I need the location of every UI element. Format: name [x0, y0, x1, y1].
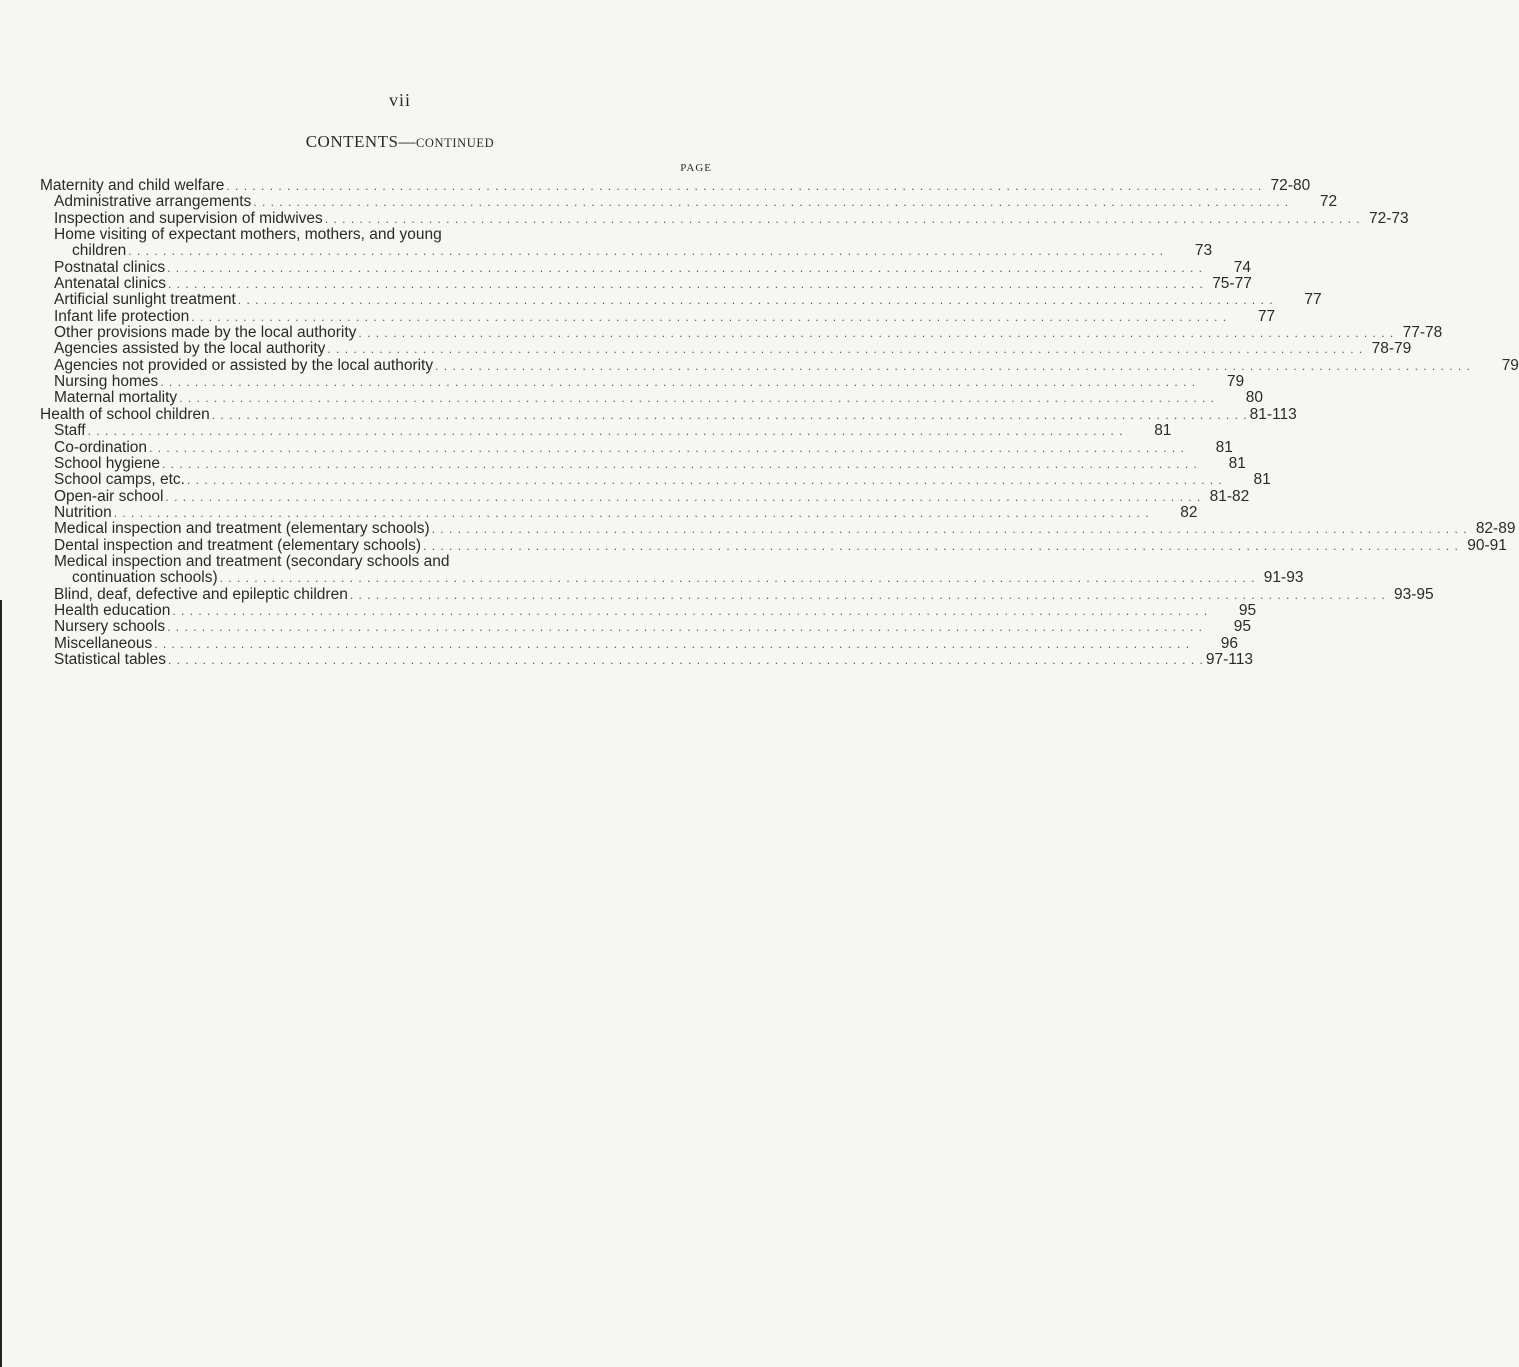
- toc-entry-title: Artificial sunlight treatment: [54, 291, 236, 309]
- toc-entry: [40, 340, 1412, 358]
- toc-entry-title: Statistical tables: [54, 650, 166, 668]
- dot-leader: . . . . . . . . . . . . . . . . . . . . . . . . . . . . . . . . . . . . . . . . . . . . . . . . . . . . . . . . . . . . . . . . . . . . . . . . . . . . . . . . . . . . . . . . . . . . . . . . . . . . . . . . . . . . . . . . . . . . . . . .: [435, 358, 1471, 373]
- toc-entry-title: Postnatal clinics: [54, 258, 166, 276]
- toc-entry: [40, 536, 1507, 554]
- toc-entry-title: Inspection and supervision of midwives: [54, 209, 323, 227]
- contents-heading: [0, 132, 800, 152]
- toc-entry: [40, 356, 1519, 374]
- toc-entry-page: 72: [1319, 193, 1338, 211]
- toc-entry-title: Agencies assisted by the local authority: [54, 340, 326, 358]
- toc-entry: [40, 258, 1251, 276]
- toc-entry: [40, 438, 1233, 456]
- toc-entry: [40, 389, 1264, 407]
- toc-entry-title: Nursing homes: [54, 373, 159, 391]
- dot-leader: . . . . . . . . . . . . . . . . . . . . . . . . . . . . . . . . . . . . . . . . . . . . . . . . . . . . . . . . . . . . . . . . . . . . . . . . . . . . . . . . . . . . . . . . . . . . . . . . . . . . . . . . . . . . . . . . . . . . . . . .: [154, 636, 1191, 651]
- toc-entry: [40, 177, 1311, 194]
- toc-entry-title: Maternity and child welfare: [40, 177, 225, 194]
- toc-entry-title: Dental inspection and treatment (elementary schools): [54, 536, 422, 554]
- toc-entry: [40, 373, 1245, 391]
- toc-entry-title: Open-air school: [54, 487, 164, 505]
- toc-entry: [40, 291, 1322, 309]
- toc-entry: [40, 275, 1252, 293]
- heading-main: CONTENTS—: [305, 132, 416, 151]
- toc-entry: [40, 634, 1239, 652]
- dot-leader: . . . . . . . . . . . . . . . . . . . . . . . . . . . . . . . . . . . . . . . . . . . . . . . . . . . . . . . . . . . . . . . . . . . . . . . . . . . . . . . . . . . . . . . . . . . . . . . . . . . . . . . . . . . . . . . . . . . . . . . .: [162, 456, 1198, 471]
- toc-entry-title: Co-ordination: [54, 438, 148, 456]
- toc-entry: [40, 193, 1338, 211]
- dot-leader: . . . . . . . . . . . . . . . . . . . . . . . . . . . . . . . . . . . . . . . . . . . . . . . . . . . . . . . . . . . . . . . . . . . . . . . . . . . . . . . . . . . . . . . . . . . . . . . . . . . . . . . . . . . . . . . . . . . . . . . .: [253, 195, 1290, 210]
- toc-entry: [40, 454, 1246, 472]
- dot-leader: . . . . . . . . . . . . . . . . . . . . . . . . . . . . . . . . . . . . . . . . . . . . . . . . . . . . . . . . . . . . . . . . . . . . . . . . . . . . . . . . . . . . . . . . . . . . . . . . . . . . . . . . . . . . . . . . . . . . . . . .: [87, 424, 1124, 439]
- toc-entry-title: Medical inspection and treatment (secondary schools and: [54, 552, 450, 570]
- dot-leader: . . . . . . . . . . . . . . . . . . . . . . . . . . . . . . . . . . . . . . . . . . . . . . . . . . . . . . . . . . . . . . . . . . . . . . . . . . . . . . . . . . . . . . . . . . . . . . . . . . . . . . . . . . . . . . . . . . . . . . . .: [165, 489, 1202, 504]
- dot-leader: . . . . . . . . . . . . . . . . . . . . . . . . . . . . . . . . . . . . . . . . . . . . . . . . . . . . . . . . . . . . . . . . . . . . . . . . . . . . . . . . . . . . . . . . . . . . . . . . . . . . . . . . . . . . . . . . . . . . . . . .: [327, 342, 1364, 357]
- dot-leader: . . . . . . . . . . . . . . . . . . . . . . . . . . . . . . . . . . . . . . . . . . . . . . . . . . . . . . . . . . . . . . . . . . . . . . . . . . . . . . . . . . . . . . . . . . . . . . . . . . . . . . . . . . . . . . . . . . . . . . . .: [113, 505, 1150, 520]
- toc-entry-title: Miscellaneous: [54, 634, 153, 652]
- dot-leader: . . . . . . . . . . . . . . . . . . . . . . . . . . . . . . . . . . . . . . . . . . . . . . . . . . . . . . . . . . . . . . . . . . . . . . . . . . . . . . . . . . . . . . . . . . . . . . . . . . . . . . . . . . . . . . . . . . . . . . . .: [358, 326, 1395, 341]
- toc-entry-title: Medical inspection and treatment (elementary schools): [54, 520, 430, 538]
- toc-entry-page: 81: [1154, 422, 1172, 440]
- toc-entry-page: 77: [1257, 307, 1276, 325]
- toc-entry-title: Health education: [54, 601, 171, 619]
- dot-leader: . . . . . . . . . . . . . . . . . . . . . . . . . . . . . . . . . . . . . . . . . . . . . . . . . . . . . . . . . . . . . . . . . . . . . . . . . . . . . . . . . . . . . . . . . . . . . . . . . . . . . . . . . . . . . . . . . . . . . . . .: [168, 652, 1204, 667]
- toc-entry-title: Nursery schools: [54, 618, 166, 636]
- toc-entry: [40, 227, 712, 243]
- toc-entry: [40, 487, 1250, 505]
- toc-entry: [40, 422, 1172, 440]
- toc-entry-page: 81: [1228, 454, 1246, 472]
- toc-list: [40, 177, 1519, 668]
- page-column-label: PAGE: [680, 162, 712, 174]
- dot-leader: . . . . . . . . . . . . . . . . . . . . . . . . . . . . . . . . . . . . . . . . . . . . . . . . . . . . . . . . . . . . . . . . . . . . . . . . . . . . . . . . . . . . . . . . . . . . . . . . . . . . . . . . . . . . . . . . . . . . . . . .: [431, 522, 1468, 537]
- dot-leader: . . . . . . . . . . . . . . . . . . . . . . . . . . . . . . . . . . . . . . . . . . . . . . . . . . . . . . . . . . . . . . . . . . . . . . . . . . . . . . . . . . . . . . . . . . . . . . . . . . . . . . . . . . . . . . . . . . . . . . . .: [172, 603, 1209, 618]
- toc-entry-title: Administrative arrangements: [54, 193, 252, 211]
- page-number: vii: [388, 90, 411, 110]
- toc-entry-page: 74: [1233, 258, 1251, 276]
- dot-leader: . . . . . . . . . . . . . . . . . . . . . . . . . . . . . . . . . . . . . . . . . . . . . . . . . . . . . . . . . . . . . . . . . . . . . . . . . . . . . . . . . . . . . . . . . . . . . . . . . . . . . . . . . . . . . . . . . . . . . . . .: [349, 587, 1386, 602]
- toc-entry-page: 95: [1233, 618, 1251, 636]
- toc-entry-title: Other provisions made by the local authority: [54, 324, 357, 342]
- toc-entry-page: 82-89: [1475, 520, 1516, 538]
- toc-entry-page: 95: [1238, 601, 1257, 619]
- toc-entry-page: 73: [1194, 242, 1213, 260]
- toc-entry: [40, 618, 1251, 636]
- toc-entry-page: 80: [1245, 389, 1264, 407]
- toc-entry-page: 97-113: [1205, 650, 1253, 668]
- toc-entry: [40, 554, 712, 570]
- dot-leader: . . . . . . . . . . . . . . . . . . . . . . . . . . . . . . . . . . . . . . . . . . . . . . . . . . . . . . . . . . . . . . . . . . . . . . . . . . . . . . . . . . . . . . . . . . . . . . . . . . . . . . . . . . . . . . . . . . . . . . . .: [423, 538, 1459, 553]
- toc-entry-title: Blind, deaf, defective and epileptic children: [54, 585, 348, 603]
- toc-entry-page: 79: [1501, 356, 1519, 374]
- toc-entry-page: 93-95: [1394, 585, 1434, 603]
- toc-entry-page: 81-82: [1209, 487, 1250, 505]
- toc-entry: [40, 405, 1297, 423]
- toc-entry: [40, 324, 1443, 342]
- toc-entry-page: 78-79: [1371, 340, 1412, 358]
- toc-entry-page: 82: [1180, 503, 1198, 521]
- dot-leader: . . . . . . . . . . . . . . . . . . . . . . . . . . . . . . . . . . . . . . . . . . . . . . . . . . . . . . . . . . . . . . . . . . . . . . . . . . . . . . . . . . . . . . . . . . . . . . . . . . . . . . . . . . . . . . . . . . . . . . . .: [128, 244, 1165, 259]
- toc-entry-title: School camps, etc.: [54, 471, 185, 489]
- toc-entry: [40, 307, 1276, 325]
- dot-leader: . . . . . . . . . . . . . . . . . . . . . . . . . . . . . . . . . . . . . . . . . . . . . . . . . . . . . . . . . . . . . . . . . . . . . . . . . . . . . . . . . . . . . . . . . . . . . . . . . . . . . . . . . . . . . . . . . . . . . . . .: [226, 179, 1263, 193]
- toc-entry-page: 77: [1304, 291, 1322, 309]
- toc-entry-page: 79: [1226, 373, 1245, 391]
- heading-continued: CONTINUED: [415, 136, 495, 150]
- toc-entry-page: 90-91: [1467, 536, 1507, 554]
- toc-entry-page: 81: [1253, 471, 1271, 489]
- toc-entry-title: Agencies not provided or assisted by the local authority: [54, 356, 434, 374]
- toc-entry: [40, 209, 1409, 227]
- toc-entry-page: 75-77: [1212, 275, 1252, 293]
- dot-leader: . . . . . . . . . . . . . . . . . . . . . . . . . . . . . . . . . . . . . . . . . . . . . . . . . . . . . . . . . . . . . . . . . . . . . . . . . . . . . . . . . . . . . . . . . . . . . . . . . . . . . . . . . . . . . . . . . . . . . . . .: [237, 293, 1274, 308]
- toc-entry-title: Staff: [54, 422, 86, 440]
- toc-entry: [40, 242, 1213, 260]
- toc-entry-page: 81: [1215, 438, 1233, 456]
- dot-leader: . . . . . . . . . . . . . . . . . . . . . . . . . . . . . . . . . . . . . . . . . . . . . . . . . . . . . . . . . . . . . . . . . . . . . . . . . . . . . . . . . . . . . . . . . . . . . . . . . . . . . . . . . . . . . . . . . . . . . . . .: [191, 309, 1228, 324]
- dot-leader: . . . . . . . . . . . . . . . . . . . . . . . . . . . . . . . . . . . . . . . . . . . . . . . . . . . . . . . . . . . . . . . . . . . . . . . . . . . . . . . . . . . . . . . . . . . . . . . . . . . . . . . . . . . . . . . . . . . . . . . .: [324, 211, 1361, 226]
- toc-entry-title: children: [72, 242, 127, 260]
- page-edge-line: [0, 600, 2, 1367]
- toc-entry-title: Maternal mortality: [54, 389, 178, 407]
- dot-leader: . . . . . . . . . . . . . . . . . . . . . . . . . . . . . . . . . . . . . . . . . . . . . . . . . . . . . . . . . . . . . . . . . . . . . . . . . . . . . . . . . . . . . . . . . . . . . . . . . . . . . . . . . . . . . . . . . . . . . . . .: [179, 391, 1216, 406]
- toc-entry: [40, 650, 1253, 668]
- dot-leader: . . . . . . . . . . . . . . . . . . . . . . . . . . . . . . . . . . . . . . . . . . . . . . . . . . . . . . . . . . . . . . . . . . . . . . . . . . . . . . . . . . . . . . . . . . . . . . . . . . . . . . . . . . . . . . . . . . . . . . . .: [211, 407, 1248, 422]
- dot-leader: . . . . . . . . . . . . . . . . . . . . . . . . . . . . . . . . . . . . . . . . . . . . . . . . . . . . . . . . . . . . . . . . . . . . . . . . . . . . . . . . . . . . . . . . . . . . . . . . . . . . . . . . . . . . . . . . . . . . . . . .: [168, 277, 1204, 292]
- toc-entry: [40, 520, 1516, 538]
- toc-entry: [40, 471, 1271, 489]
- toc-entry-title: continuation schools): [72, 569, 218, 587]
- toc-entry-title: Nutrition: [54, 503, 112, 521]
- toc-entry-title: School hygiene: [54, 454, 160, 472]
- toc-entry: [40, 601, 1257, 619]
- toc-entry-page: 91-93: [1263, 569, 1304, 587]
- toc-entry: [40, 585, 1434, 603]
- dot-leader: . . . . . . . . . . . . . . . . . . . . . . . . . . . . . . . . . . . . . . . . . . . . . . . . . . . . . . . . . . . . . . . . . . . . . . . . . . . . . . . . . . . . . . . . . . . . . . . . . . . . . . . . . . . . . . . . . . . . . . . .: [186, 473, 1223, 488]
- toc-entry-page: 81-113: [1249, 405, 1297, 423]
- dot-leader: . . . . . . . . . . . . . . . . . . . . . . . . . . . . . . . . . . . . . . . . . . . . . . . . . . . . . . . . . . . . . . . . . . . . . . . . . . . . . . . . . . . . . . . . . . . . . . . . . . . . . . . . . . . . . . . . . . . . . . . .: [160, 375, 1197, 390]
- toc-entry-page: 72-73: [1368, 209, 1409, 227]
- toc-entry-title: Infant life protection: [54, 307, 190, 325]
- dot-leader: . . . . . . . . . . . . . . . . . . . . . . . . . . . . . . . . . . . . . . . . . . . . . . . . . . . . . . . . . . . . . . . . . . . . . . . . . . . . . . . . . . . . . . . . . . . . . . . . . . . . . . . . . . . . . . . . . . . . . . . .: [219, 571, 1256, 586]
- toc-entry: [40, 503, 1198, 521]
- toc-entry: [40, 569, 1304, 587]
- toc-entry-title: Health of school children: [40, 405, 210, 423]
- dot-leader: . . . . . . . . . . . . . . . . . . . . . . . . . . . . . . . . . . . . . . . . . . . . . . . . . . . . . . . . . . . . . . . . . . . . . . . . . . . . . . . . . . . . . . . . . . . . . . . . . . . . . . . . . . . . . . . . . . . . . . . .: [167, 260, 1203, 275]
- toc-entry-title: Antenatal clinics: [54, 275, 167, 293]
- dot-leader: . . . . . . . . . . . . . . . . . . . . . . . . . . . . . . . . . . . . . . . . . . . . . . . . . . . . . . . . . . . . . . . . . . . . . . . . . . . . . . . . . . . . . . . . . . . . . . . . . . . . . . . . . . . . . . . . . . . . . . . .: [149, 440, 1185, 455]
- dot-leader: . . . . . . . . . . . . . . . . . . . . . . . . . . . . . . . . . . . . . . . . . . . . . . . . . . . . . . . . . . . . . . . . . . . . . . . . . . . . . . . . . . . . . . . . . . . . . . . . . . . . . . . . . . . . . . . . . . . . . . . .: [167, 620, 1203, 635]
- toc-entry-page: 96: [1220, 634, 1239, 652]
- toc-entry-page: 72-80: [1270, 177, 1311, 194]
- toc-entry-title: Home visiting of expectant mothers, mothers, and young: [54, 226, 442, 244]
- toc-entry-page: 77-78: [1402, 324, 1443, 342]
